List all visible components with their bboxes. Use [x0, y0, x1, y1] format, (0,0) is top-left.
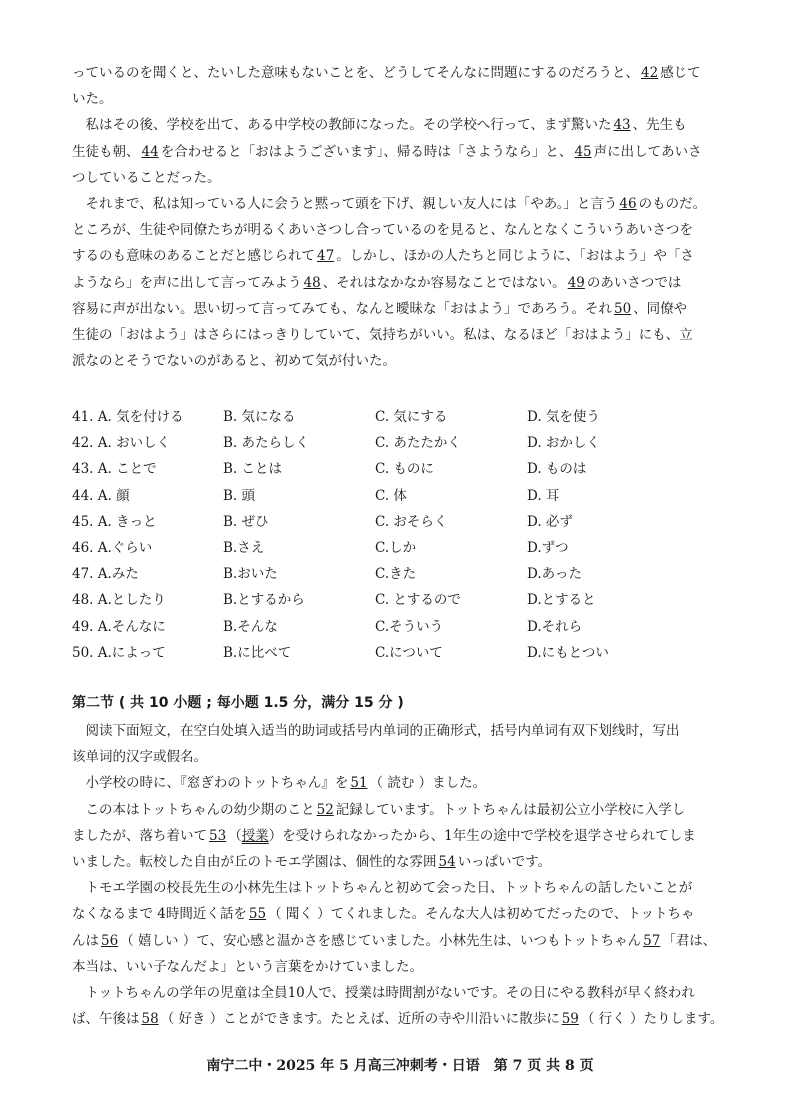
option-b: B. 頭 — [223, 487, 256, 504]
option-d: D. 必ず — [527, 513, 573, 530]
option-row — [72, 456, 732, 482]
option-c: C. あたたかく — [375, 435, 461, 452]
option-a: 44. A. 顔 — [72, 487, 130, 504]
passage-line: 生徒の「おはよう」はさらにはっきりしていて、気持ちがいい。私は、なるほど「おはよう」にも、立 — [72, 327, 693, 344]
option-row — [72, 535, 732, 561]
answer-options — [72, 404, 732, 666]
option-b: B. ぜひ — [223, 513, 269, 530]
option-c: C. 体 — [375, 487, 407, 504]
option-row — [72, 614, 732, 640]
passage-line: この本はトットちゃんの幼少期のこと 52 記録しています。トットちゃんは最初公立小学校に入学し — [72, 801, 686, 818]
option-row — [72, 561, 732, 587]
option-a: 49. A.そんなに — [72, 618, 166, 635]
option-row — [72, 483, 732, 509]
blank-55: 55 — [248, 906, 267, 923]
option-d: D.にもとつい — [527, 644, 609, 661]
option-b: B.そんな — [223, 618, 278, 635]
blank-57: 57 — [643, 932, 661, 949]
double-underlined-word: 授業 — [241, 827, 269, 844]
blank-48: 48 — [303, 274, 321, 291]
reading-passage — [72, 60, 732, 374]
option-c: C.について — [375, 644, 443, 661]
blank-47: 47 — [317, 248, 335, 265]
option-c: C.そういう — [375, 618, 444, 635]
option-a: 45. A. きっと — [72, 513, 157, 530]
passage-line: んは 56 （ 嬉しい ）て、安心感と温かさを感じていました。小林先生は、いつもトットちゃん 57 「君は、 — [72, 932, 717, 949]
passage-line: ところが、生徒や同僚たちが明るくあいさつし合っているのを見ると、なんとなくこういうあいさつを — [72, 222, 693, 239]
instruction-line: 阅读下面短文，在空白处填入适当的助词或括号内单词的正确形式，括号内单词有双下划线时，写出 — [72, 723, 680, 739]
option-c: C. とするので — [375, 592, 461, 609]
option-c: C.しか — [375, 539, 417, 556]
option-b: B.おいた — [223, 566, 278, 583]
option-b: B. あたらしく — [223, 435, 310, 452]
option-a: 41. A. 気を付ける — [72, 409, 184, 425]
instruction-line: 该单词的汉字或假名。 — [72, 749, 207, 766]
passage-line: なくなるまで 4時間近く話を 55 （ 聞く ）てくれました。そんな大人は初めてだったので、トットちゃ — [72, 906, 695, 923]
option-d: D.それら — [527, 618, 583, 635]
passage-line: 派なのとそうでないのがあると、初めて気が付いた。 — [72, 353, 396, 370]
option-a: 46. A.ぐらい — [72, 539, 153, 556]
option-c: C. おそらく — [375, 513, 448, 530]
passage-line: 生徒も朝、 44 を合わせると「おはようございます」、帰る時は「さようなら」と、 45 声に出してあいさ — [72, 143, 702, 160]
passage-line: 容易に声が出ない。思い切って言ってみても、なんと曖昧な「おはよう」であろう。それ 50 、同僚や — [72, 300, 688, 317]
passage-line: ば、午後は 58 （ 好き ）ことができます。たとえば、近所の寺や川沿いに散歩に 59 （ 行く ）たりします。 — [72, 1011, 724, 1028]
blank-54: 54 — [438, 854, 456, 871]
blank-46: 46 — [619, 196, 637, 213]
option-b: B. ことは — [223, 461, 283, 478]
blank-42: 42 — [641, 65, 659, 81]
option-b: B.さえ — [223, 539, 265, 556]
blank-58: 58 — [141, 1011, 159, 1028]
passage-line: それまで、私は知っている人に会うと黙って頭を下げ、親しい友人には「やあ。」と言う 46 のものだ。 — [72, 196, 707, 213]
option-a: 50. A.によって — [72, 644, 166, 661]
option-row — [72, 404, 732, 430]
blank-51: 51 — [350, 775, 368, 792]
passage-line: いました。転校した自由が丘のトモエ学園は、個性的な雰囲 54 いっぱいです。 — [72, 854, 552, 871]
option-a: 48. A.としたり — [72, 592, 166, 609]
option-d: D. ものは — [527, 461, 587, 478]
option-row — [72, 640, 732, 666]
blank-44: 44 — [141, 143, 159, 160]
passage-line: トモエ学園の校長先生の小林先生はトットちゃんと初めて会った日、トットちゃんの話したいことが — [72, 880, 693, 897]
passage-line: いた。 — [72, 91, 113, 108]
option-row — [72, 430, 732, 456]
passage-line: ようなら」を声に出して言ってみよう 48 、それはなかなか容易なことではない。 49 のあいさつでは — [72, 274, 682, 291]
blank-49: 49 — [567, 274, 585, 291]
option-c: C. ものに — [375, 461, 434, 478]
passage-line: 私はその後、学校を出て、ある中学校の教師になった。その学校へ行って、まず驚いた 43 、先生も — [72, 117, 687, 134]
blank-59: 59 — [561, 1011, 579, 1028]
section2-passage — [72, 718, 732, 1032]
option-d: D. おかしく — [527, 435, 600, 452]
option-a: 42. A. おいしく — [72, 435, 171, 452]
blank-43: 43 — [613, 117, 631, 134]
option-b: B.に比べて — [223, 644, 292, 661]
option-c: C. 気にする — [375, 409, 448, 425]
option-row — [72, 587, 732, 613]
passage-line: 小学校の時に、『窓ぎわのトットちゃん』を 51 （ 読む ）ました。 — [72, 775, 487, 792]
blank-50: 50 — [614, 300, 632, 317]
passage-line: するのも意味のあることだと感じられて 47 。しかし、ほかの人たちと同じように、「おはよう」や「さ — [72, 248, 694, 265]
option-d: D.とすると — [527, 592, 596, 609]
option-a: 47. A.みた — [72, 566, 139, 583]
passage-line: 本当は、いい子なんだよ」という言葉をかけていました。 — [72, 958, 423, 975]
option-d: D.あった — [527, 566, 582, 583]
passage-line: ましたが、落ち着いて 53 （授業）を受けられなかったから、1年生の途中で学校を退学させられてしま — [72, 827, 696, 844]
page-footer: 南宁二中・2025 年 5 月高三冲刺考・日语 第 7 页 共 8 页 — [206, 1058, 594, 1074]
option-b: B. 気になる — [223, 409, 296, 425]
option-d: D.ずつ — [527, 539, 569, 556]
blank-45: 45 — [574, 143, 592, 160]
option-c: C.きた — [375, 566, 417, 583]
option-b: B.とするから — [223, 592, 305, 609]
blank-52: 52 — [316, 801, 334, 818]
passage-line: トットちゃんの学年の児童は全員10人で、授業は時間割がないです。その日にやる教科が早く終われ — [72, 985, 695, 1002]
passage-line: っているのを聞くと、たいした意味もないことを、どうしてそんなに問題にするのだろうと、 42 感じて — [72, 65, 701, 81]
blank-53: 53 — [209, 827, 227, 844]
option-row — [72, 509, 732, 535]
section-heading: 第二节 ( 共 10 小题 ; 每小题 1.5 分，满分 15 分 ) — [72, 695, 404, 711]
option-a: 43. A. ことで — [72, 461, 157, 478]
blank-56: 56 — [101, 932, 119, 949]
option-d: D. 気を使う — [527, 409, 600, 425]
passage-line: つしていることだった。 — [72, 169, 221, 186]
option-d: D. 耳 — [527, 487, 560, 504]
